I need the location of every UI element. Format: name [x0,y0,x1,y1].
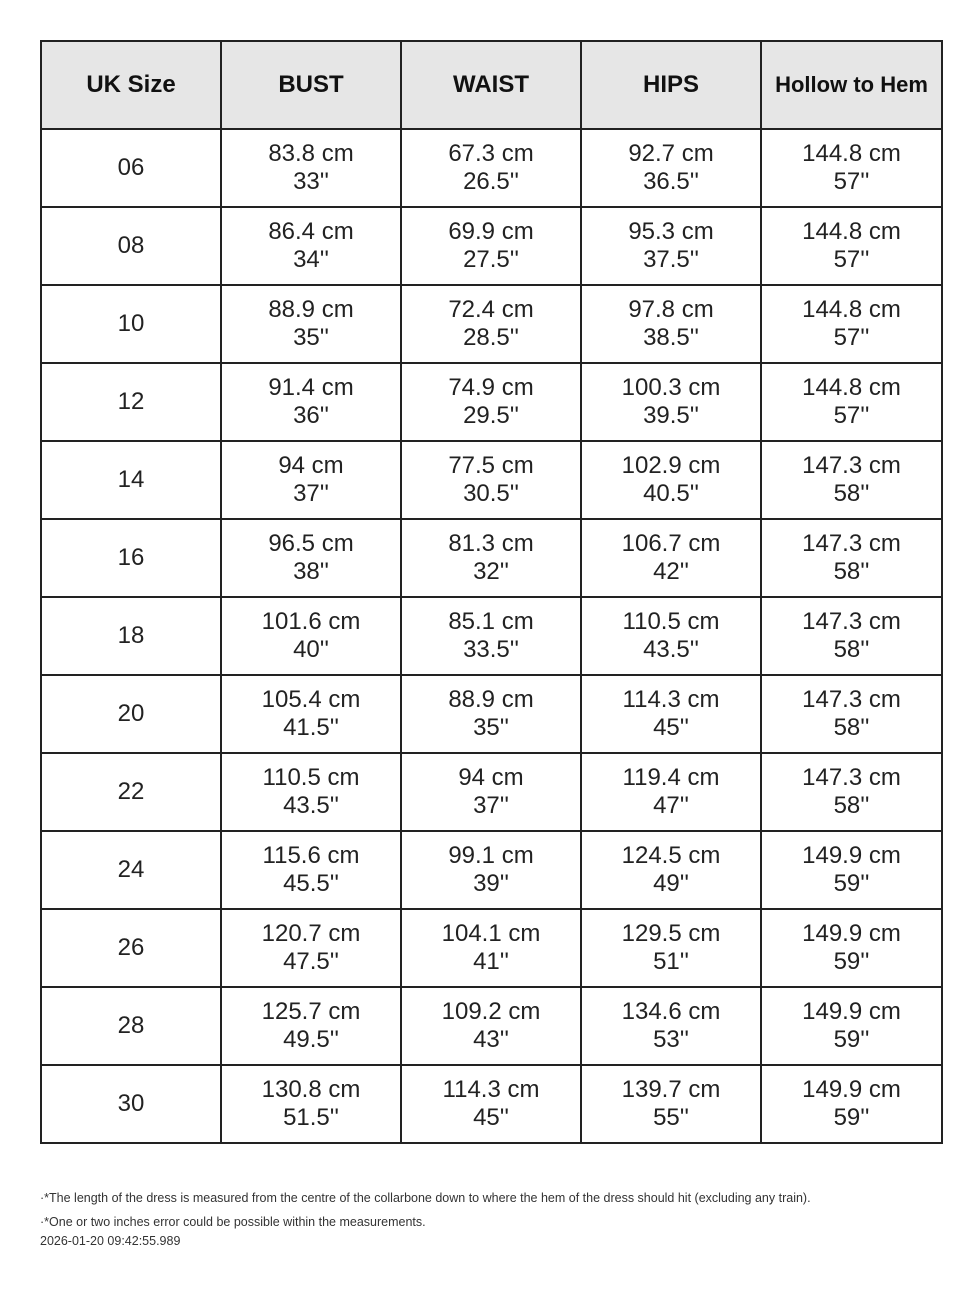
size-cell: 22 [41,753,221,831]
hips-cell [581,363,761,441]
hips-cell [581,597,761,675]
table-row [41,597,942,675]
hips-inch-value: 49'' [653,870,689,897]
hollow-cm-value: 149.9 cm [802,842,901,869]
bust-inch-value: 41.5'' [283,714,339,741]
bust-cell [221,597,401,675]
hollow-cell [761,987,942,1065]
footnote-dress-length: ·*The length of the dress is measured from the centre of the collarbone down to where the hem of the dress should hit (excluding any train). [40,1191,811,1205]
hips-cm-value: 102.9 cm [621,452,721,479]
table-row [41,1065,942,1143]
hollow-inch-value: 57'' [833,168,870,195]
hips-cm-value: 110.5 cm [622,608,720,635]
bust-cm-value: 88.9 cm [268,296,354,323]
bust-cell [221,909,401,987]
table-row [41,987,942,1065]
size-cell: 06 [41,129,221,207]
hollow-cm-value: 147.3 cm [802,452,901,479]
size-cell: 08 [41,207,221,285]
size-cell: 28 [41,987,221,1065]
hips-cell [581,129,761,207]
hollow-inch-value: 58'' [833,792,870,819]
hips-cell [581,207,761,285]
hips-inch-value: 38.5'' [643,324,699,351]
hollow-cm-value: 147.3 cm [802,608,901,635]
waist-cell [401,753,581,831]
table-row [41,675,942,753]
bust-cm-value: 86.4 cm [268,218,354,245]
hips-cell [581,675,761,753]
hips-cm-value: 124.5 cm [621,842,721,869]
hollow-cell [761,675,942,753]
hips-inch-value: 47'' [653,792,689,819]
bust-cm-value: 120.7 cm [261,920,361,947]
hollow-cm-value: 147.3 cm [802,686,901,713]
bust-inch-value: 47.5'' [283,948,339,975]
hollow-cell [761,285,942,363]
size-cell: 30 [41,1065,221,1143]
hips-inch-value: 40.5'' [643,480,699,507]
hips-cm-value: 92.7 cm [628,140,714,167]
hollow-cell [761,363,942,441]
hips-inch-value: 45'' [653,714,689,741]
header-hips: HIPS [581,41,761,129]
hips-cm-value: 95.3 cm [628,218,714,245]
bust-cm-value: 125.7 cm [261,998,361,1025]
waist-inch-value: 28.5'' [463,324,519,351]
waist-cell [401,831,581,909]
waist-cell [401,285,581,363]
hips-cell [581,831,761,909]
timestamp: 2026-01-20 09:42:55.989 [40,1234,181,1248]
hollow-cell [761,597,942,675]
waist-cm-value: 94 cm [458,764,524,791]
bust-inch-value: 37'' [293,480,329,507]
bust-cm-value: 130.8 cm [261,1076,361,1103]
header-uk-size: UK Size [41,41,221,129]
hollow-inch-value: 57'' [833,246,870,273]
bust-cell [221,1065,401,1143]
bust-cell [221,441,401,519]
waist-cm-value: 69.9 cm [448,218,534,245]
hollow-cm-value: 144.8 cm [802,218,901,245]
hollow-inch-value: 58'' [833,558,870,585]
bust-inch-value: 33'' [293,168,329,195]
hips-inch-value: 51'' [653,948,689,975]
hollow-inch-value: 59'' [833,1104,870,1131]
hollow-inch-value: 58'' [833,714,870,741]
hollow-cell [761,129,942,207]
hollow-cell [761,831,942,909]
hips-inch-value: 53'' [653,1026,689,1053]
hips-inch-value: 55'' [653,1104,689,1131]
bust-inch-value: 38'' [293,558,329,585]
hips-cm-value: 139.7 cm [621,1076,721,1103]
waist-inch-value: 33.5'' [463,636,519,663]
hollow-cm-value: 144.8 cm [802,296,901,323]
hips-inch-value: 37.5'' [643,246,699,273]
waist-inch-value: 35'' [473,714,509,741]
hips-cell [581,909,761,987]
bust-cell [221,207,401,285]
waist-cell [401,675,581,753]
hollow-cell [761,753,942,831]
waist-inch-value: 29.5'' [463,402,519,429]
bust-inch-value: 45.5'' [283,870,339,897]
hips-cell [581,987,761,1065]
table-body [41,129,942,1143]
waist-cell [401,987,581,1065]
bust-cell [221,831,401,909]
hips-inch-value: 42'' [653,558,689,585]
hips-inch-value: 39.5'' [643,402,699,429]
bust-inch-value: 51.5'' [283,1104,339,1131]
table-row [41,129,942,207]
bust-inch-value: 49.5'' [283,1026,339,1053]
bust-cell [221,129,401,207]
bust-cell [221,753,401,831]
hollow-cm-value: 149.9 cm [802,1076,901,1103]
hollow-inch-value: 58'' [833,636,870,663]
hollow-inch-value: 59'' [833,870,870,897]
hips-cell [581,285,761,363]
waist-cm-value: 104.1 cm [441,920,541,947]
waist-cm-value: 88.9 cm [448,686,534,713]
waist-inch-value: 41'' [473,948,509,975]
waist-inch-value: 43'' [473,1026,509,1053]
waist-cell [401,597,581,675]
hollow-cm-value: 144.8 cm [802,374,901,401]
waist-cm-value: 74.9 cm [448,374,534,401]
waist-cell [401,1065,581,1143]
table-row [41,363,942,441]
waist-inch-value: 37'' [473,792,509,819]
size-cell: 24 [41,831,221,909]
hollow-cell [761,441,942,519]
hollow-cm-value: 149.9 cm [802,998,901,1025]
size-cell: 16 [41,519,221,597]
waist-cm-value: 85.1 cm [448,608,534,635]
bust-inch-value: 43.5'' [283,792,339,819]
waist-cm-value: 81.3 cm [448,530,534,557]
hips-inch-value: 36.5'' [643,168,699,195]
header-waist: WAIST [401,41,581,129]
waist-cell [401,519,581,597]
hollow-cell [761,1065,942,1143]
hips-inch-value: 43.5'' [643,636,699,663]
hollow-cm-value: 147.3 cm [802,530,901,557]
waist-inch-value: 32'' [473,558,509,585]
bust-cell [221,285,401,363]
hollow-cell [761,207,942,285]
waist-inch-value: 30.5'' [463,480,519,507]
bust-cell [221,987,401,1065]
waist-inch-value: 26.5'' [463,168,519,195]
bust-cm-value: 94 cm [278,452,344,479]
waist-inch-value: 27.5'' [463,246,519,273]
hips-cell [581,441,761,519]
waist-cell [401,441,581,519]
waist-cell [401,909,581,987]
hips-cm-value: 97.8 cm [628,296,714,323]
bust-inch-value: 34'' [293,246,329,273]
waist-cell [401,207,581,285]
bust-cell [221,519,401,597]
hollow-inch-value: 57'' [833,402,870,429]
footnotes [40,1186,811,1234]
table-row [41,207,942,285]
waist-cell [401,363,581,441]
bust-cm-value: 101.6 cm [261,608,361,635]
bust-cell [221,363,401,441]
header-hollow-to-hem: Hollow to Hem [761,41,942,129]
hollow-inch-value: 58'' [833,480,870,507]
waist-cm-value: 109.2 cm [441,998,541,1025]
size-chart-table [40,40,943,1144]
bust-cm-value: 105.4 cm [261,686,361,713]
header-bust: BUST [221,41,401,129]
table-row [41,753,942,831]
hips-cm-value: 119.4 cm [622,764,720,791]
waist-cm-value: 67.3 cm [448,140,534,167]
size-cell: 12 [41,363,221,441]
waist-cm-value: 114.3 cm [442,1076,540,1103]
hips-cm-value: 129.5 cm [621,920,721,947]
bust-cm-value: 96.5 cm [268,530,354,557]
bust-cm-value: 115.6 cm [262,842,360,869]
bust-inch-value: 40'' [293,636,329,663]
size-cell: 10 [41,285,221,363]
hollow-cm-value: 147.3 cm [802,764,901,791]
bust-cm-value: 110.5 cm [262,764,360,791]
waist-inch-value: 45'' [473,1104,509,1131]
waist-cell [401,129,581,207]
hollow-cell [761,519,942,597]
waist-inch-value: 39'' [473,870,509,897]
size-cell: 20 [41,675,221,753]
hips-cell [581,519,761,597]
hips-cell [581,753,761,831]
hollow-cm-value: 144.8 cm [802,140,901,167]
bust-cm-value: 91.4 cm [268,374,354,401]
hollow-cm-value: 149.9 cm [802,920,901,947]
hips-cell [581,1065,761,1143]
bust-cm-value: 83.8 cm [268,140,354,167]
waist-cm-value: 99.1 cm [448,842,534,869]
header-row [41,41,942,129]
table-row [41,285,942,363]
hips-cm-value: 100.3 cm [621,374,721,401]
hips-cm-value: 114.3 cm [622,686,720,713]
waist-cm-value: 72.4 cm [448,296,534,323]
table-row [41,441,942,519]
hollow-cell [761,909,942,987]
hollow-inch-value: 59'' [833,948,870,975]
size-cell: 26 [41,909,221,987]
footnote-measurement-error: ·*One or two inches error could be possible within the measurements. [40,1215,426,1229]
hips-cm-value: 106.7 cm [621,530,721,557]
table-row [41,831,942,909]
size-cell: 14 [41,441,221,519]
table-row [41,909,942,987]
bust-inch-value: 35'' [293,324,329,351]
table-row [41,519,942,597]
waist-cm-value: 77.5 cm [448,452,534,479]
hollow-inch-value: 57'' [833,324,870,351]
size-cell: 18 [41,597,221,675]
bust-inch-value: 36'' [293,402,329,429]
bust-cell [221,675,401,753]
hips-cm-value: 134.6 cm [621,998,721,1025]
hollow-inch-value: 59'' [833,1026,870,1053]
